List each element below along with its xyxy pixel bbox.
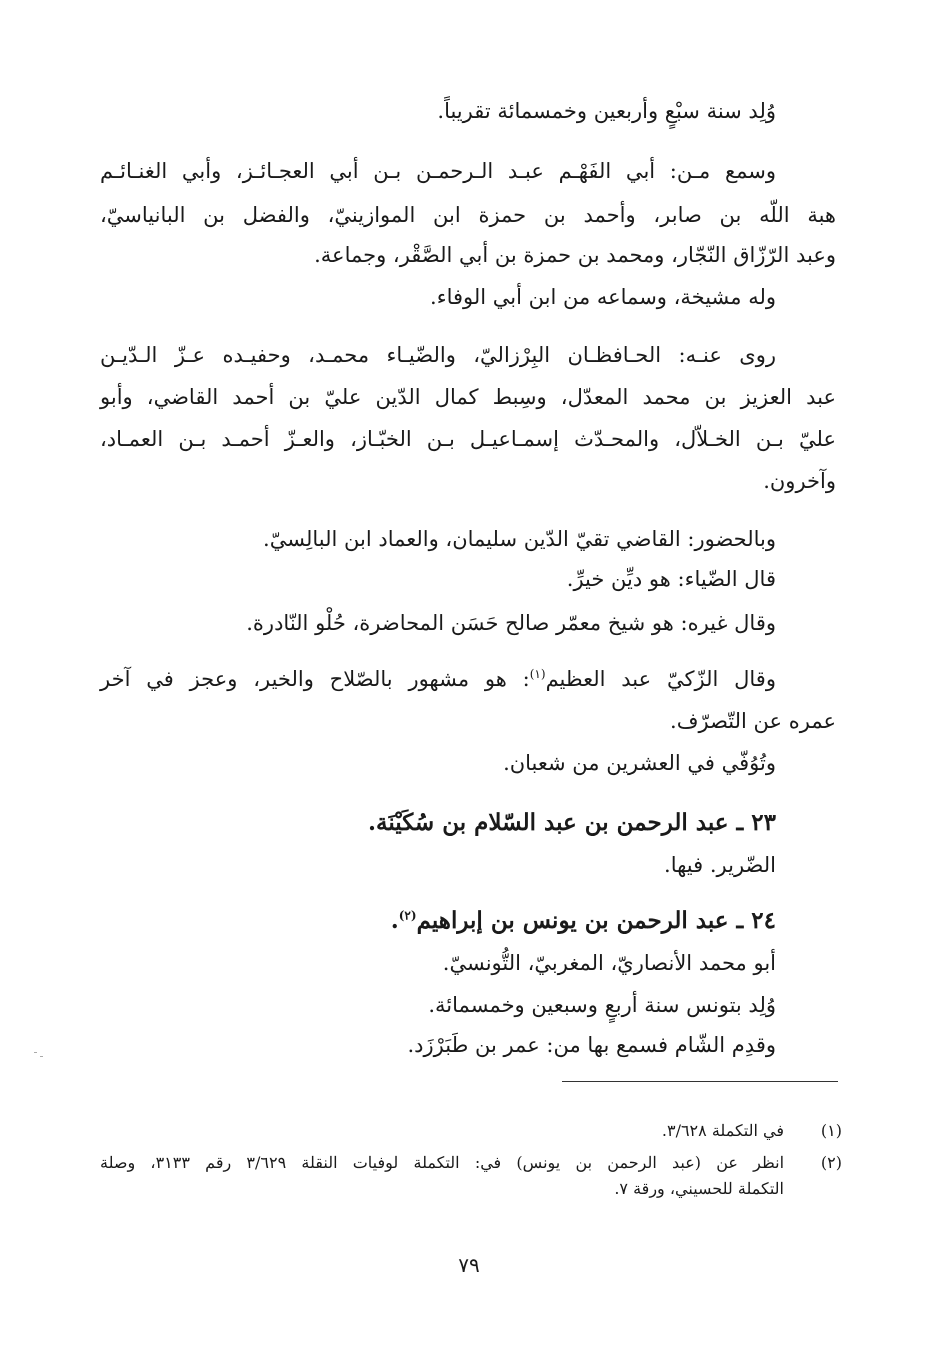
footnote-text — [100, 1150, 784, 1202]
scan-speck — [34, 1052, 37, 1053]
text-line: وقال غيره: هو شيخ معمّر صالح حَسَن المحاضرة، حُلْو النّادرة. — [246, 611, 776, 635]
text-line: وُلِد بتونس سنة أربعٍ وسبعين وخمسمائة. — [428, 993, 776, 1017]
text-line: وقدِم الشّام فسمع بها من: عمر بن طَبَرْزَد. — [407, 1033, 776, 1057]
heading-text: ٢٤ ـ عبد الرحمن بن يونس بن إبراهيم — [416, 907, 776, 934]
text-line: قال الضّياء: هو ديِّن خيرِّ. — [566, 567, 776, 591]
text-fragment: وقال الزّكيّ عبد العظيم — [545, 667, 776, 691]
footnote-line: في التكملة ٣/٦٢٨. — [661, 1121, 784, 1140]
text-line: وسمع مـن: أبي الفَهْـم عبـد الـرحمـن بـن أبي العجـائـز، وأبي الغنـائـم — [100, 159, 776, 183]
text-line — [100, 662, 776, 696]
text-line: وتُوُفّي في العشرين من شعبان. — [503, 751, 776, 775]
text-line: وبالحضور: القاضي تقيّ الدّين سليمان، والعماد ابن البالِسيّ. — [263, 527, 776, 551]
text-line: وُلِد سنة سبْعٍ وأربعين وخمسمائة تقريباً. — [437, 99, 776, 123]
page-number: ٧٩ — [458, 1253, 480, 1277]
footnote-separator — [562, 1081, 838, 1082]
text-line: وله مشيخة، وسماعه من ابن أبي الوفاء. — [430, 285, 776, 309]
text-line: عليّ بـن الخـلاّل، والمحـدّث إسمـاعيـل بـن الخبّـاز، والعـزّ أحمـد بـن العمـاد، — [100, 427, 836, 451]
text-line: أبو محمد الأنصاريّ، المغربيّ، التُّونسيّ. — [442, 951, 776, 975]
footnote-text — [100, 1118, 784, 1144]
text-line: الضّرير. فيها. — [664, 853, 776, 877]
entry-heading-24 — [100, 904, 776, 938]
text-fragment: : هو مشهور بالصّلاح والخير، وعجز في آخر — [100, 667, 530, 691]
text-line: وآخرون. — [763, 469, 836, 493]
text-line: عبد العزيز بن محمد المعدّل، وسِبط كمال الدّين عليّ بن أحمد القاضي، وأبو — [100, 385, 836, 409]
footnote-line: التكملة للحسيني، ورقة ٧. — [614, 1179, 784, 1198]
text-line: وعبد الرّزّاق النّجّار، ومحمد بن حمزة بن أبي الصَّقْر، وجماعة. — [314, 243, 836, 267]
text-line: هبة اللّه بن صابر، وأحمد بن حمزة ابن الموازينيّ، والفضل بن البانياسيّ، — [100, 203, 836, 227]
footnote-ref-1: (١) — [529, 667, 546, 681]
heading-end: . — [390, 907, 399, 934]
footnote-line: انظر عن (عبد الرحمن بن يونس) في: التكملة لوفيات النقلة ٣/٦٢٩ رقم ٣١٣٣، وصلة — [100, 1153, 785, 1172]
entry-heading-23: ٢٣ ـ عبد الرحمن بن عبد السّلام بن سُكَيْنَة. — [368, 809, 776, 836]
footnote-number: (٢) — [820, 1153, 842, 1172]
footnote-number: (١) — [820, 1121, 842, 1140]
scan-speck — [40, 1056, 43, 1057]
text-line: روى عنـه: الحـافظـان البِرْزاليّ، والضّيـاء محمـد، وحفيـده عـزّ الـدّيـن — [100, 343, 776, 367]
footnote-ref-2: (٢) — [398, 908, 417, 923]
text-line: عمره عن التّصرّف. — [670, 709, 836, 733]
